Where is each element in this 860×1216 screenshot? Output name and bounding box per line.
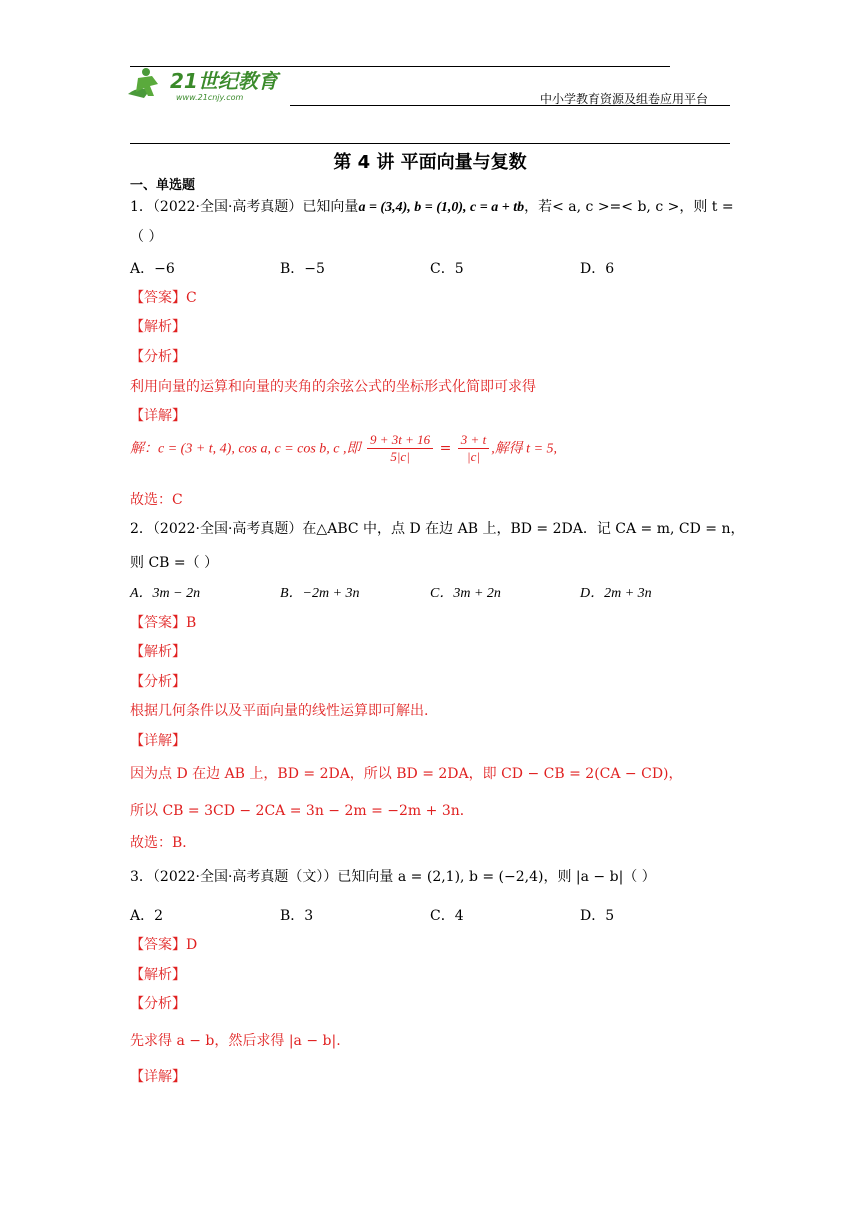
q2-stem-a: 2．（2022·全国·高考真题）在△ABC 中，点 D 在边 AB 上，BD = 2DA．记 CA = m, CD = n，: [130, 521, 745, 537]
q1-analysis: 利用向量的运算和向量的夹角的余弦公式的坐标形式化简即可求得: [130, 379, 536, 395]
q3-stem: 3．（2022·全国·高考真题（文））已知向量 a = (2,1), b = (−2,4)，则 |a − b|（ ）: [130, 869, 656, 885]
q1-detail-b: ,解得 t = 5,: [491, 441, 558, 457]
logo-url: www.21cnjy.com: [176, 93, 244, 102]
q2-option-a: A．3m − 2n: [130, 586, 201, 601]
q2-option-b: B．−2m + 3n: [280, 586, 360, 601]
q1-stem-a: 1．（2022·全国·高考真题）已知向量: [130, 199, 359, 215]
q1-frac-1-den: 5|c|: [390, 449, 410, 464]
q1-frac-2: [458, 432, 489, 465]
q1-paren: （ ）: [130, 229, 163, 245]
q2-jiexi: 【解析】: [130, 644, 186, 660]
q1-detail: [130, 432, 557, 465]
section-heading: 一、单选题: [130, 178, 196, 193]
q1-frac-1: [367, 432, 433, 465]
q3-option-a: A．2: [130, 908, 164, 924]
q3-xiangjie: 【详解】: [130, 1069, 186, 1085]
q2-detail-1: 因为点 D 在边 AB 上，BD = 2DA，所以 BD = 2DA，即 CD − CB = 2(CA − CD)，: [130, 766, 683, 782]
logo-text: 21世纪教育: [170, 69, 278, 93]
q1-stem: [130, 196, 734, 216]
q2-analysis: 根据几何条件以及平面向量的线性运算即可解出.: [130, 703, 429, 719]
q3-fenxi: 【分析】: [130, 996, 186, 1012]
q3-analysis: 先求得 a − b，然后求得 |a − b|.: [130, 1033, 341, 1049]
q1-frac-2-den: |c|: [467, 449, 480, 464]
q3-option-c: C．4: [430, 908, 464, 924]
q1-detail-mid: =: [435, 440, 456, 457]
q1-conclusion: 故选：C: [130, 492, 183, 508]
q1-jiexi: 【解析】: [130, 319, 186, 335]
q1-xiangjie: 【详解】: [130, 408, 186, 424]
q2-detail-2: 所以 CB = 3CD − 2CA = 3n − 2m = −2m + 3n．: [130, 803, 474, 819]
q3-option-d: D．5: [580, 908, 615, 924]
q2-conclusion: 故选：B．: [130, 835, 197, 851]
q3-answer: 【答案】D: [130, 937, 198, 953]
title-separator: [130, 143, 730, 144]
q1-option-b: B．−5: [280, 261, 325, 277]
q1-option-c: C．5: [430, 261, 464, 277]
q2-stem-b: 则 CB =（ ）: [130, 555, 219, 571]
q2-answer: 【答案】B: [130, 615, 197, 631]
q2-option-c: C．3m + 2n: [430, 586, 501, 601]
q3-option-b: B．3: [280, 908, 314, 924]
q1-detail-a: 解：c = (3 + t, 4), cos a, c = cos b, c ,即: [130, 441, 361, 457]
q2-option-d: D．2m + 3n: [580, 586, 652, 601]
q1-frac-1-num: 9 + 3t + 16: [367, 432, 433, 449]
platform-label: 中小学教育资源及组卷应用平台: [540, 92, 709, 106]
q1-option-d: D．6: [580, 261, 615, 277]
q1-frac-2-num: 3 + t: [458, 432, 489, 449]
q1-fenxi: 【分析】: [130, 349, 186, 365]
q3-jiexi: 【解析】: [130, 967, 186, 983]
q2-xiangjie: 【详解】: [130, 733, 186, 749]
header-line-top: [130, 66, 670, 67]
q2-fenxi: 【分析】: [130, 674, 186, 690]
q1-stem-b: a = (3,4), b = (1,0), c = a + tb: [358, 200, 525, 215]
q1-option-a: A．−6: [130, 261, 175, 277]
page-title: 第 4 讲 平面向量与复数: [333, 152, 527, 173]
q1-stem-c: ，若< a, c >=< b, c >，则 t =: [524, 199, 734, 215]
logo-21cnjy: [124, 64, 294, 106]
q1-answer: 【答案】C: [130, 290, 197, 306]
